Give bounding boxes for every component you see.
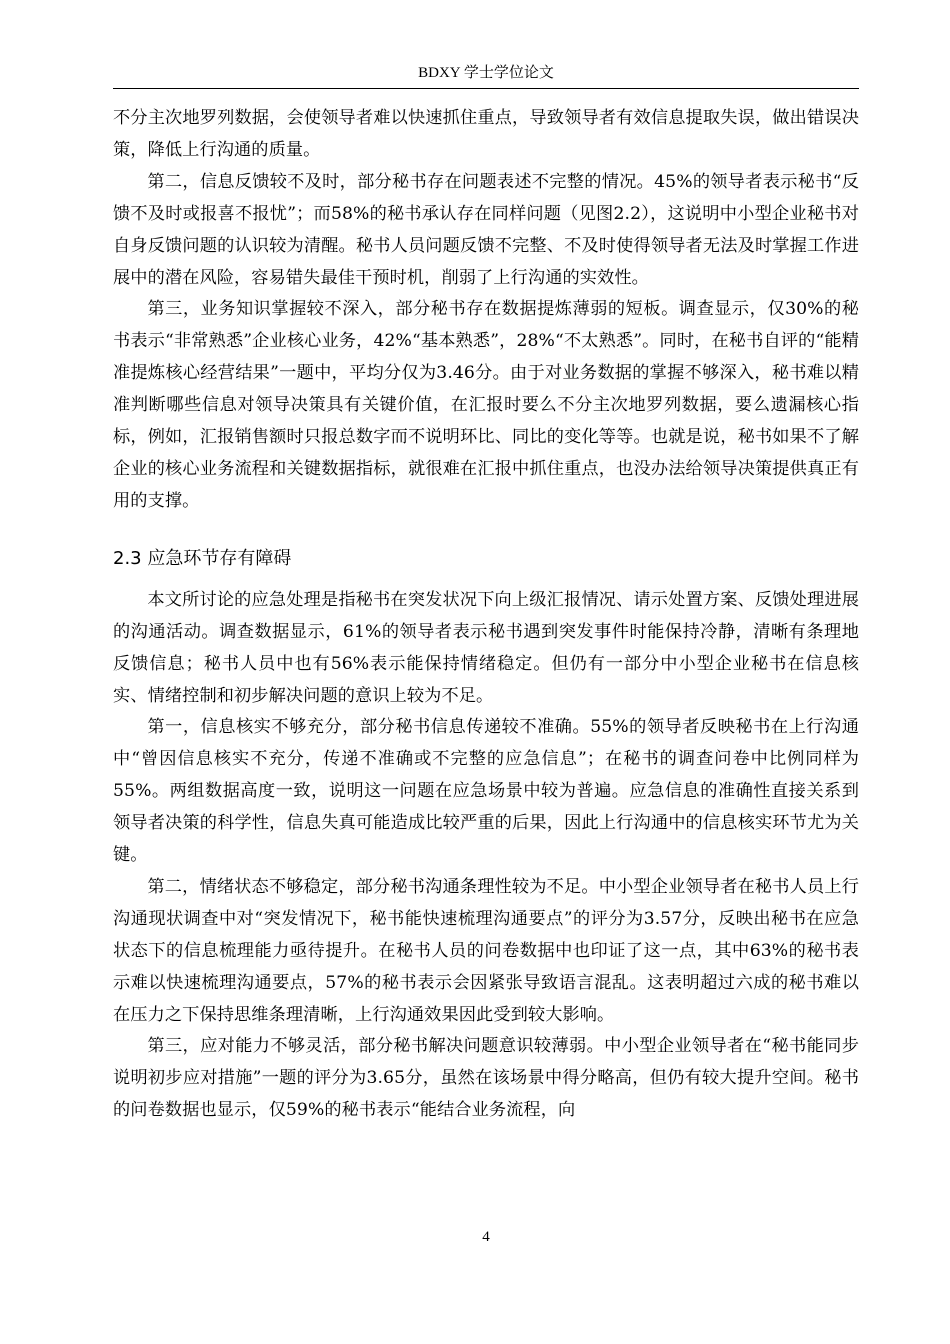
header-rule xyxy=(113,88,859,89)
page-body xyxy=(113,103,859,1127)
section-title: 2.3 应急环节存有障碍 xyxy=(113,547,292,569)
page-header: BDXY 学士学位论文 xyxy=(418,65,554,81)
paragraph-emotion: 第二，情绪状态不够稳定，部分秘书沟通条理性较为不足。中小型企业领导者在秘书人员上行沟通现状调查中对“突发情况下，秘书能快速梳理沟通要点”的评分为3.57分，反映出秘书在应急状态下的信息梳理能力亟待提升。在秘书人员的问卷数据中也印证了这一点，其中63%的秘书表示难以快速梳理沟通要点，57%的秘书表示会因紧张导致语言混乱。这表明超过六成的秘书难以在压力之下保持思维条理清晰，上行沟通效果因此受到较大影响。 xyxy=(113,876,859,1025)
paragraph-response: 第三，应对能力不够灵活，部分秘书解决问题意识较薄弱。中小型企业领导者在“秘书能同步说明初步应对措施”一题的评分为3.65分，虽然在该场景中得分略高，但仍有较大提升空间。秘书的问卷数据也显示，仅59%的秘书表示“能结合业务流程，向 xyxy=(113,1036,859,1121)
page-number: 4 xyxy=(482,1229,490,1245)
paragraph-emergency-intro: 本文所讨论的应急处理是指秘书在突发状况下向上级汇报情况、请示处置方案、反馈处理进展的沟通活动。调查数据显示，61%的领导者表示秘书遇到突发事件时能保持冷静，清晰有条理地反馈信息；秘书人员中也有56%表示能保持情绪稳定。但仍有一部分中小型企业秘书在信息核实、情绪控制和初步解决问题的意识上较为不足。 xyxy=(113,589,859,706)
paragraph-continuation: 不分主次地罗列数据，会使领导者难以快速抓住重点，导致领导者有效信息提取失误，做出错误决策，降低上行沟通的质量。 xyxy=(113,108,859,160)
paragraph-verification: 第一，信息核实不够充分，部分秘书信息传递较不准确。55%的领导者反映秘书在上行沟通中“曾因信息核实不充分，传递不准确或不完整的应急信息”；在秘书的调查问卷中比例同样为55%。两组数据高度一致，说明这一问题在应急场景中较为普遍。应急信息的准确性直接关系到领导者决策的科学性，信息失真可能造成比较严重的后果，因此上行沟通中的信息核实环节尤为关键。 xyxy=(113,717,859,866)
paragraph-feedback: 第二，信息反馈较不及时，部分秘书存在问题表述不完整的情况。45%的领导者表示秘书“反馈不及时或报喜不报忧”；而58%的秘书承认存在同样问题（见图2.2），这说明中小型企业秘书对自身反馈问题的认识较为清醒。秘书人员问题反馈不完整、不及时使得领导者无法及时掌握工作进展中的潜在风险，容易错失最佳干预时机，削弱了上行沟通的实效性。 xyxy=(113,171,859,288)
paragraph-business-knowledge: 第三，业务知识掌握较不深入，部分秘书存在数据提炼薄弱的短板。调查显示，仅30%的秘书表示“非常熟悉”企业核心业务，42%“基本熟悉”，28%“不太熟悉”。同时，在秘书自评的“能精准提炼核心经营结果”一题中，平均分仅为3.46分。由于对业务数据的掌握不够深入，秘书难以精准判断哪些信息对领导决策具有关键价值，在汇报时要么不分主次地罗列数据，要么遗漏核心指标，例如，汇报销售额时只报总数字而不说明环比、同比的变化等等。也就是说，秘书如果不了解企业的核心业务流程和关键数据指标，就很难在汇报中抓住重点，也没办法给领导决策提供真正有用的支撑。 xyxy=(113,299,859,511)
